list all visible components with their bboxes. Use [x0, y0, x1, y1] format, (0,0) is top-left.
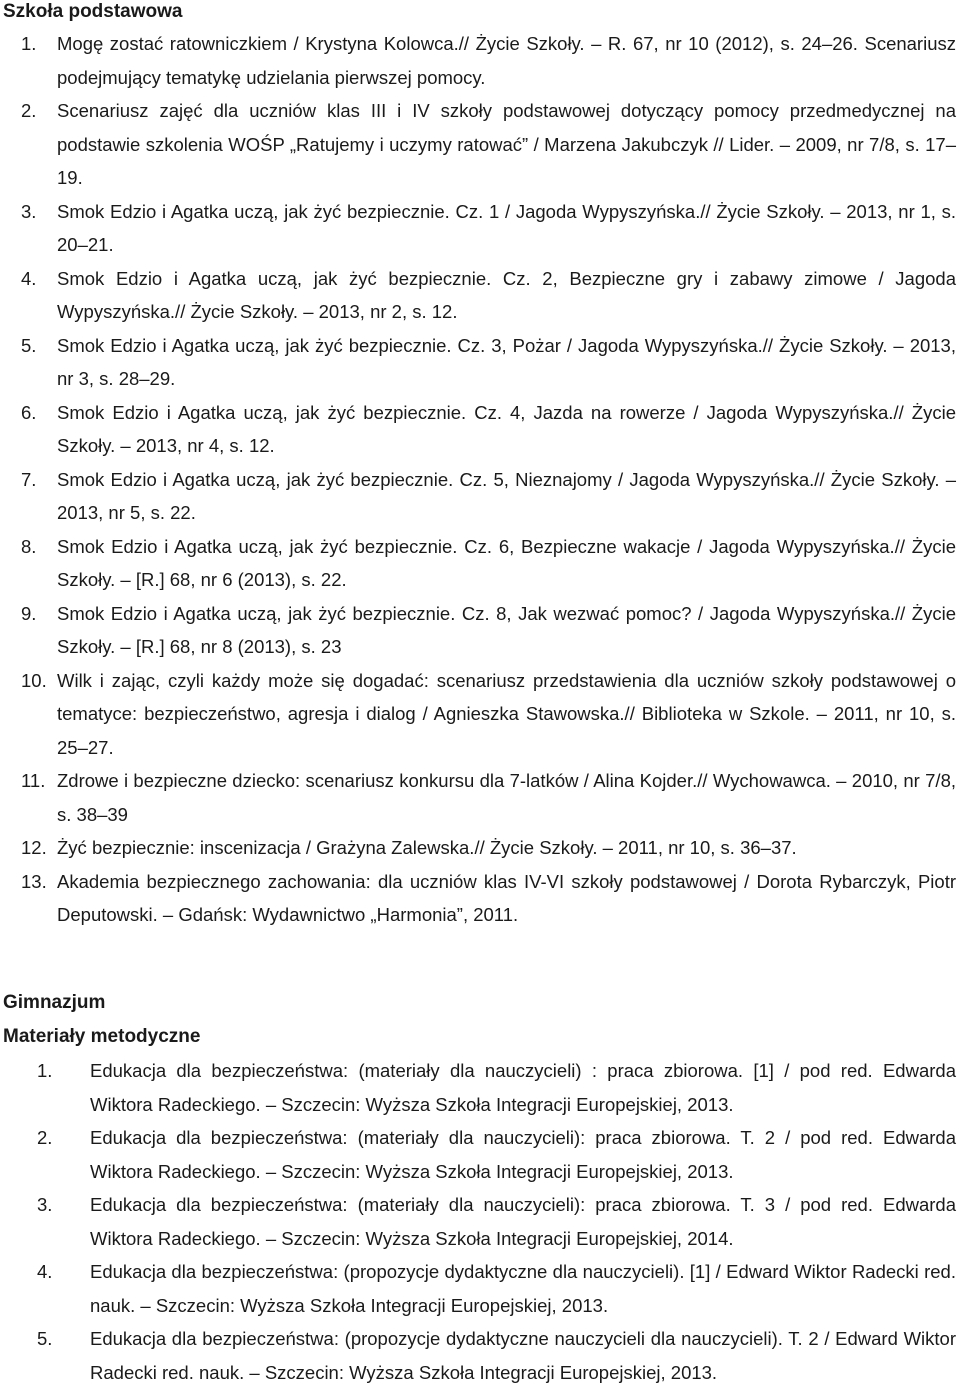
item-text: Edukacja dla bezpieczeństwa: (propozycje dydaktyczne nauczycieli dla nauczycieli). T. 2 / Edward Wiktor Radecki red. nauk. – Szczecin: Wyższa Szkoła Integracji Europejskiej, 2013. [90, 1328, 956, 1383]
list-item [21, 195, 960, 262]
item-text: Zdrowe i bezpieczne dziecko: scenariusz konkursu dla 7-latków / Alina Kojder.// Wychowawca. – 2010, nr 7/8, s. 38–39 [57, 770, 956, 825]
item-number: 3. [21, 200, 37, 222]
item-text: Edukacja dla bezpieczeństwa: (propozycje dydaktyczne dla nauczycieli). [1] / Edward Wiktor Radecki red. nauk. – Szczecin: Wyższa Szkoła Integracji Europejskiej, 2013. [90, 1261, 956, 1316]
list-item [21, 27, 960, 94]
item-text: Smok Edzio i Agatka uczą, jak żyć bezpiecznie. Cz. 6, Bezpieczne wakacje / Jagoda Wypyszyńska.// Życie Szkoły. – [R.] 68, nr 6 (2013), s. 22. [57, 535, 956, 590]
list-item [21, 865, 960, 932]
item-text: Edukacja dla bezpieczeństwa: (materiały dla nauczycieli) : praca zbiorowa. [1] / pod red. Edwarda Wiktora Radeckiego. – Szczecin: Wyższa Szkoła Integracji Europejskiej, 2013. [90, 1060, 956, 1115]
list-item [21, 329, 960, 396]
item-number: 11. [21, 770, 46, 791]
list-item [21, 597, 960, 664]
item-text: Smok Edzio i Agatka uczą, jak żyć bezpiecznie. Cz. 1 / Jagoda Wypyszyńska.// Życie Szkoły. – 2013, nr 1, s. 20–21. [57, 200, 956, 255]
item-number: 4. [37, 1261, 53, 1282]
item-number: 4. [21, 267, 37, 289]
item-text: Wilk i zając, czyli każdy może się dogadać: scenariusz przedstawienia dla uczniów szkoły podstawowej o tematyce: bezpieczeństwo, agresja i dialog / Agnieszka Stawowska.// Biblioteka w Szkole. – 2011, nr 10, s. 25–27. [57, 669, 956, 758]
list-item [21, 530, 960, 597]
item-number: 7. [21, 468, 37, 490]
list-item [37, 1322, 960, 1389]
list-item [21, 831, 960, 865]
item-number: 9. [21, 602, 37, 624]
item-text: Mogę zostać ratowniczkiem / Krystyna Kolowca.// Życie Szkoły. – R. 67, nr 10 (2012), s. 24–26. Scenariusz podejmujący tematykę udzielania pierwszej pomocy. [57, 33, 956, 88]
list-item [21, 463, 960, 530]
item-number: 10. [21, 669, 47, 691]
item-number: 2. [37, 1127, 53, 1148]
item-text: Żyć bezpiecznie: inscenizacja / Grażyna Zalewska.// Życie Szkoły. – 2011, nr 10, s. 36–37. [57, 837, 797, 858]
list-item [21, 396, 960, 463]
item-text: Akademia bezpiecznego zachowania: dla uczniów klas IV-VI szkoły podstawowej / Dorota Rybarczyk, Piotr Deputowski. – Gdańsk: Wydawnictwo „Harmonia”, 2011. [57, 870, 956, 925]
subsection-heading-methodological-materials: Materiały metodyczne [3, 1026, 201, 1047]
item-number: 1. [21, 33, 37, 54]
item-number: 5. [21, 334, 37, 356]
list-item [21, 664, 960, 765]
list-item [37, 1255, 960, 1322]
item-text: Scenariusz zajęć dla uczniów klas III i IV szkoły podstawowej dotyczący pomocy przedmedycznej na podstawie szkolenia WOŚP „Ratujemy i uczymy ratować” / Marzena Jakubczyk // Lider. – 2009, nr 7/8, s. 17–19. [57, 100, 956, 188]
section-heading-primary-school: Szkoła podstawowa [3, 1, 183, 22]
item-text: Edukacja dla bezpieczeństwa: (materiały dla nauczycieli): praca zbiorowa. T. 2 / pod red. Edwarda Wiktora Radeckiego. – Szczecin: Wyższa Szkoła Integracji Europejskiej, 2013. [90, 1127, 956, 1182]
item-text: Smok Edzio i Agatka uczą, jak żyć bezpiecznie. Cz. 4, Jazda na rowerze / Jagoda Wypyszyńska.// Życie Szkoły. – 2013, nr 4, s. 12. [57, 401, 956, 456]
item-number: 8. [21, 535, 37, 557]
item-number: 5. [37, 1328, 53, 1349]
item-number: 6. [21, 401, 37, 423]
item-number: 1. [37, 1060, 53, 1081]
list-item [37, 1121, 960, 1188]
section-heading-gymnasium: Gimnazjum [3, 992, 106, 1013]
item-text: Edukacja dla bezpieczeństwa: (materiały dla nauczycieli): praca zbiorowa. T. 3 / pod red. Edwarda Wiktora Radeckiego. – Szczecin: Wyższa Szkoła Integracji Europejskiej, 2014. [90, 1194, 956, 1249]
bibliography-list-gymnasium [37, 1054, 960, 1389]
list-item [21, 262, 960, 329]
bibliography-list-primary [21, 27, 960, 932]
list-item [37, 1054, 960, 1121]
item-number: 2. [21, 100, 37, 121]
item-text: Smok Edzio i Agatka uczą, jak żyć bezpiecznie. Cz. 5, Nieznajomy / Jagoda Wypyszyńska.// Życie Szkoły. – 2013, nr 5, s. 22. [57, 468, 956, 523]
list-item [21, 764, 960, 831]
item-text: Smok Edzio i Agatka uczą, jak żyć bezpiecznie. Cz. 2, Bezpieczne gry i zabawy zimowe / Jagoda Wypyszyńska.// Życie Szkoły. – 2013, nr 2, s. 12. [57, 267, 956, 322]
item-text: Smok Edzio i Agatka uczą, jak żyć bezpiecznie. Cz. 8, Jak wezwać pomoc? / Jagoda Wypyszyńska.// Życie Szkoły. – [R.] 68, nr 8 (2013), s. 23 [57, 602, 956, 657]
item-number: 3. [37, 1194, 53, 1215]
item-number: 13. [21, 870, 47, 892]
list-item [37, 1188, 960, 1255]
list-item [21, 94, 960, 195]
item-number: 12. [21, 837, 47, 858]
item-text: Smok Edzio i Agatka uczą, jak żyć bezpiecznie. Cz. 3, Pożar / Jagoda Wypyszyńska.// Życie Szkoły. – 2013, nr 3, s. 28–29. [57, 334, 956, 389]
